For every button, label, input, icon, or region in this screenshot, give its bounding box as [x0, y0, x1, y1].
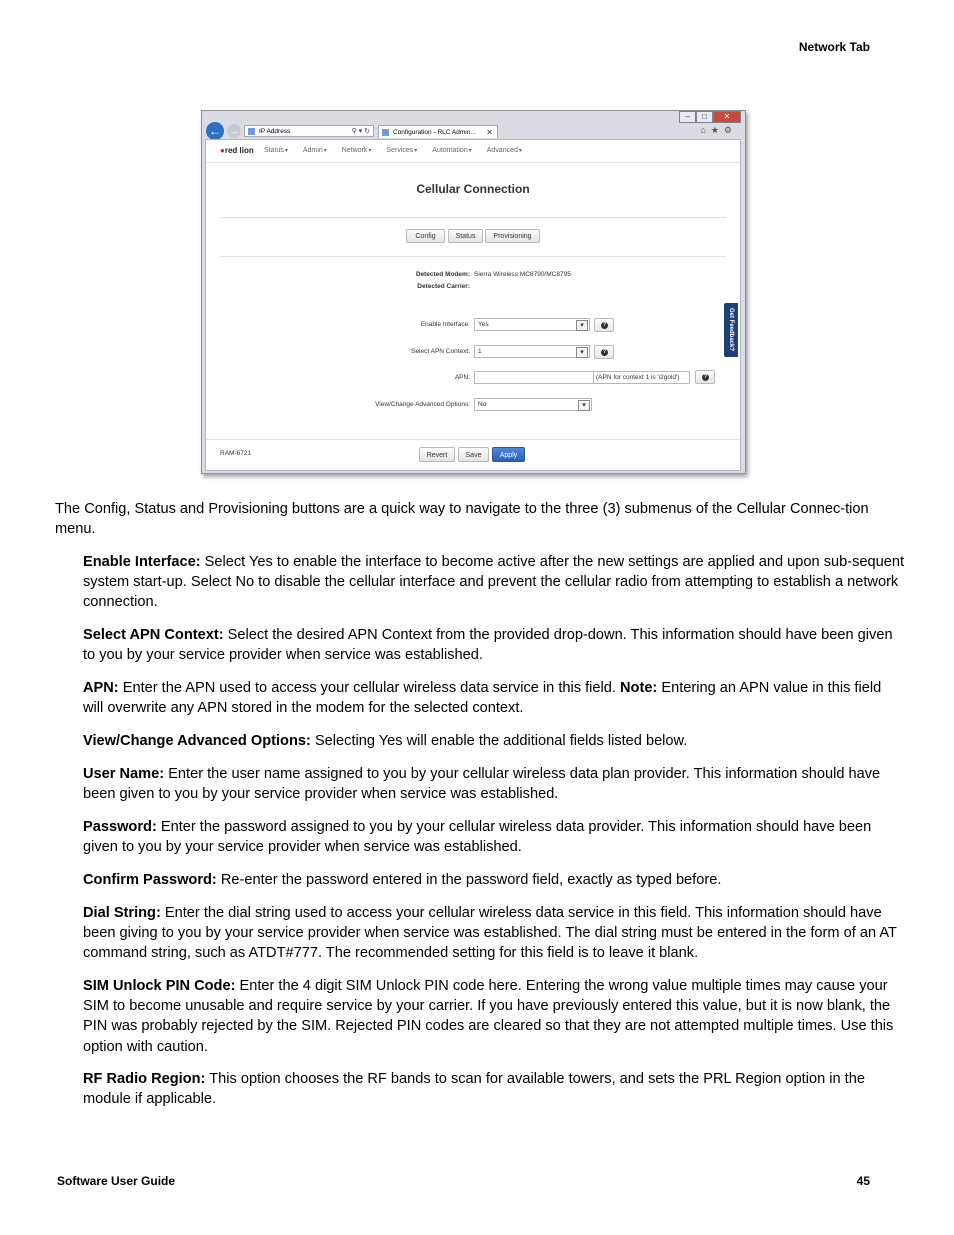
apply-button: Apply	[492, 447, 525, 462]
menu-network: Network ▾	[342, 147, 372, 154]
enable-interface-select: Yes ▾	[474, 318, 590, 331]
address-text: IP Address	[259, 128, 291, 135]
redlion-logo: ●red lion	[220, 146, 254, 155]
revert-button: Revert	[419, 447, 455, 462]
apn-context-label: Select APN Context:	[411, 348, 470, 355]
apn-input	[474, 371, 594, 384]
search-refresh-icon: ⚲ ▾ ↻	[351, 128, 370, 135]
page-number: 45	[856, 1174, 870, 1188]
item-sim-unlock-pin: SIM Unlock PIN Code: Enter the 4 digit SIM Unlock PIN code here. Entering the wrong value multiple times may cause your SIM to become unusable and require service by your carrier. If you have previously entered this value, but it is now blank, the PIN was probably rejected by the SIM. Rejected PIN codes are cleared so that they are not attempted multiple times. Use this option with caution.	[83, 978, 894, 1055]
menu-status: Status ▾	[264, 147, 288, 154]
item-password: Password: Enter the password assigned to you by your cellular wireless data provider. This information should have been given to you by your service provider when service was established.	[83, 819, 872, 856]
advanced-options-select: No ▾	[474, 398, 592, 411]
menu-automation: Automation ▾	[432, 147, 471, 154]
toolbar-icons: ⌂★⚙	[700, 125, 737, 135]
item-rf-radio-region: RF Radio Region: This option chooses the RF bands to scan for available towers, and sets the PRL Region option in the module if applicable.	[83, 1071, 865, 1108]
intro-paragraph: The Config, Status and Provisioning buttons are a quick way to navigate to the three (3) submenus of the Cellular Connec-tion menu.	[55, 501, 869, 538]
web-content	[205, 139, 741, 471]
address-bar	[244, 125, 374, 137]
chevron-down-icon: ▾	[578, 400, 590, 411]
item-apn: APN: Enter the APN used to access your cellular wireless data service in this field. Note: Entering an APN value in this field will overwrite any APN stored in the modem for the selected context.	[83, 680, 882, 717]
apn-hint: (APN for context 1 is 'i2gold')	[594, 371, 690, 384]
divider	[220, 217, 726, 218]
close-icon: ✕	[713, 111, 741, 123]
question-icon: ?	[703, 374, 708, 380]
item-advanced-options: View/Change Advanced Options: Selecting Yes will enable the additional fields listed below.	[83, 733, 688, 749]
item-select-apn-context: Select APN Context: Select the desired APN Context from the provided drop-down. This information should have been given to you by your service provider when service was established.	[83, 627, 893, 664]
footer-title: Software User Guide	[57, 1174, 176, 1188]
question-icon: ?	[602, 349, 607, 355]
menu-advanced: Advanced ▾	[487, 147, 522, 154]
question-icon: ?	[602, 322, 607, 328]
detected-carrier-label: Detected Carrier:	[417, 283, 470, 290]
browser-screenshot	[201, 110, 746, 474]
tab-title: Configuration - RLC Admin...	[393, 129, 476, 136]
apn-context-select: 1 ▾	[474, 345, 590, 358]
item-confirm-password: Confirm Password: Re-enter the password entered in the password field, exactly as typed before.	[83, 872, 722, 888]
advanced-options-label: View/Change Advanced Options:	[375, 401, 470, 408]
window-controls	[679, 111, 741, 123]
detected-modem-label: Detected Modem:	[415, 271, 470, 278]
main-menu	[264, 147, 537, 154]
item-enable-interface: Enable Interface: Select Yes to enable the interface to become active after the new settings are applied and upon sub-sequent system start-up. Select No to disable the cellular interface and prevent the cellular radio from attempting to establish a network connection.	[83, 554, 905, 611]
enable-interface-label: Enable Interface:	[420, 321, 470, 328]
back-arrow-icon: ←	[206, 122, 224, 140]
status-subtab-button: Status	[448, 229, 483, 243]
item-user-name: User Name: Enter the user name assigned to you by your cellular wireless data plan provider. This information should have been given to you by your service provider when service was established.	[83, 766, 881, 803]
browser-tab	[378, 125, 498, 138]
save-button: Save	[458, 447, 489, 462]
top-navigation	[206, 140, 740, 163]
divider	[220, 256, 726, 257]
config-subtab-button: Config	[406, 229, 445, 243]
page-title: Cellular Connection	[416, 182, 530, 196]
form-footer	[206, 439, 740, 470]
running-header: Network Tab	[798, 40, 870, 54]
provisioning-subtab-button: Provisioning	[485, 229, 540, 243]
help-button	[695, 370, 715, 384]
help-button	[594, 345, 614, 359]
apn-label: APN:	[454, 374, 470, 381]
maximize-icon: □	[696, 111, 713, 123]
feedback-tab: Get Feedback?	[723, 302, 739, 358]
menu-admin: Admin ▾	[303, 147, 327, 154]
tab-close-icon: ✕	[486, 128, 493, 137]
detected-modem-value: Sierra Wireless MC8790/MC8795	[474, 271, 571, 278]
tab-page-icon	[382, 129, 389, 136]
model-label: RAM-6721	[220, 450, 252, 457]
page-icon	[248, 128, 255, 135]
menu-services: Services ▾	[386, 147, 417, 154]
chevron-down-icon: ▾	[576, 347, 588, 358]
help-button	[594, 318, 614, 332]
minimize-icon: –	[679, 111, 696, 123]
forward-arrow-icon: →	[227, 124, 241, 138]
item-dial-string: Dial String: Enter the dial string used to access your cellular wireless data service in this field. This information should have been giving to you by your service provider when service was established. The dial string must be entered in the form of an AT command string, such as ATDT#777. The recommended setting for this field is to leave it blank.	[83, 905, 897, 962]
chevron-down-icon: ▾	[576, 320, 588, 331]
